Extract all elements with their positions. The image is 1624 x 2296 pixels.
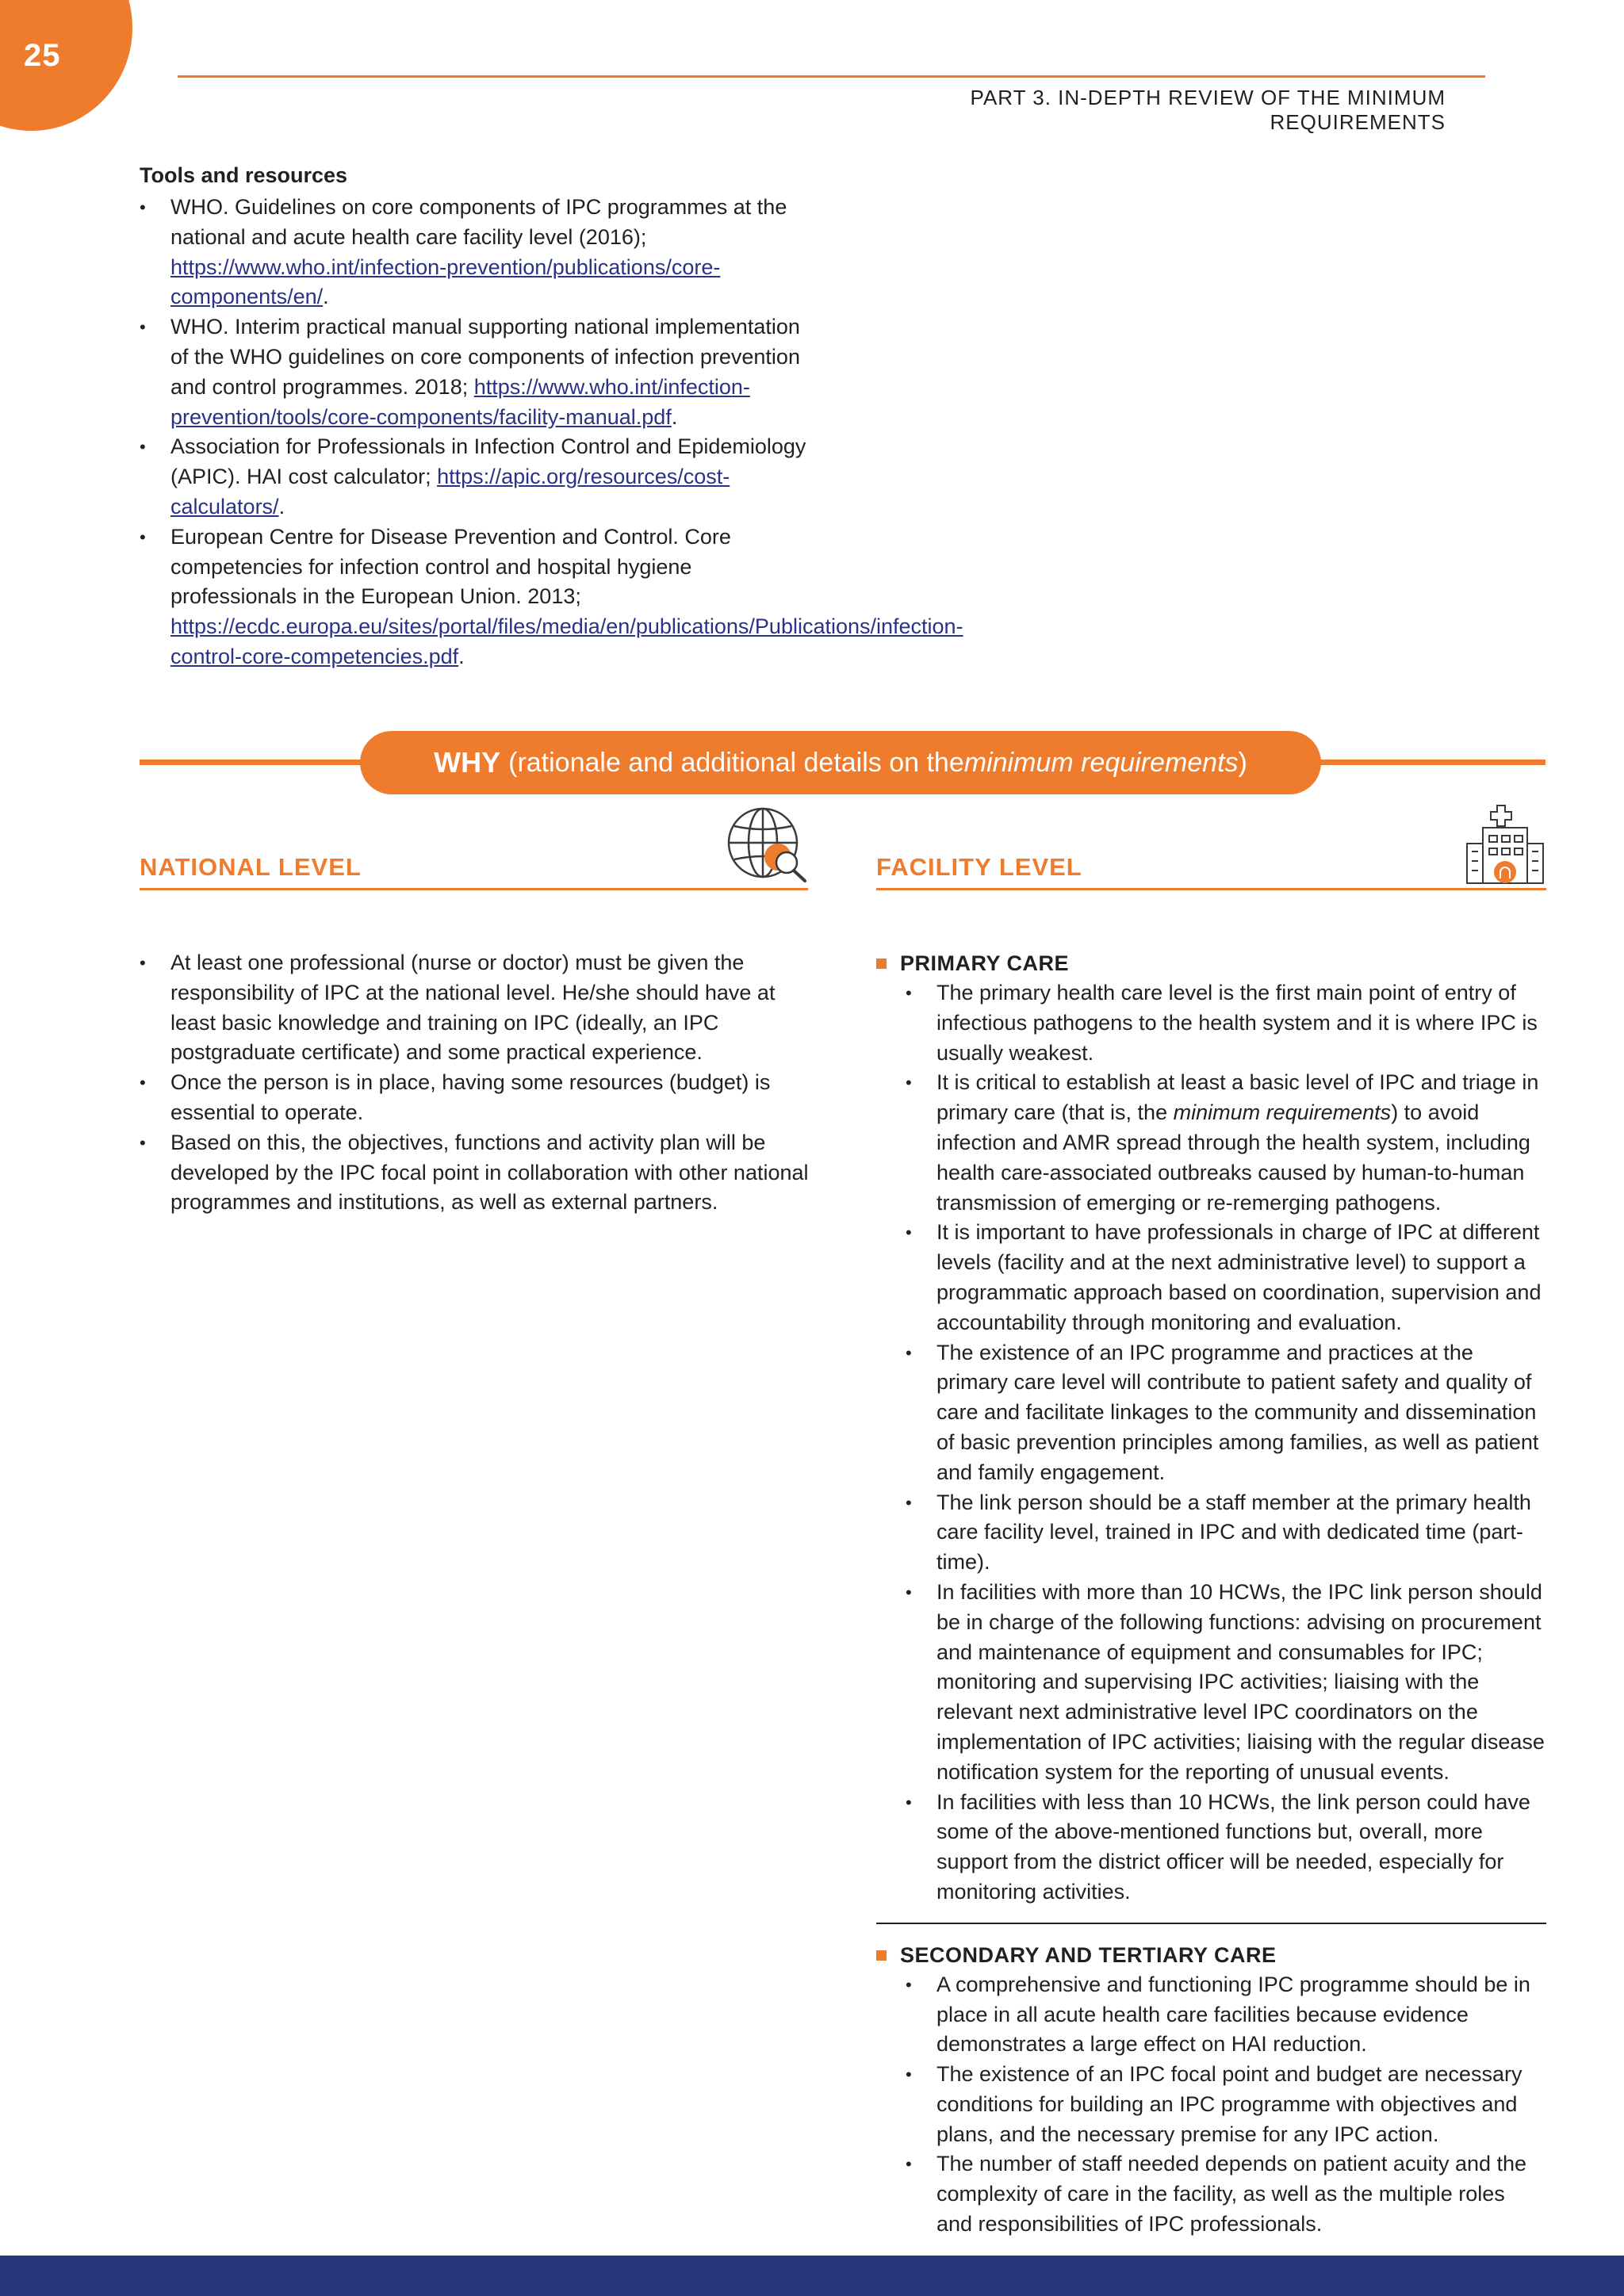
secondary-tertiary-care-list <box>906 1970 1546 2240</box>
list-item: • Once the person is in place, having some resources (budget) is essential to operate. <box>140 1068 822 1128</box>
secondary-tertiary-care-heading: SECONDARY AND TERTIARY CARE <box>876 1940 1546 1970</box>
list-item: • WHO. Interim practical manual supporting national implementation of the WHO guidelines on core components of infection prevention and control programmes. 2018; https://www.who.int/infection-prevention/tools/core-components/facility-manual.pdf. <box>140 312 814 432</box>
list-item: • The existence of an IPC programme and practices at the primary care level will contribute to patient safety and quality of care and facilitate linkages to the community and dissemination of basic prevention principles among families, as well as patient and family engagement. <box>906 1338 1546 1488</box>
national-list <box>140 948 822 1218</box>
why-label: WHY <box>434 746 501 779</box>
list-item: • In facilities with less than 10 HCWs, the link person could have some of the above-mentioned functions but, overall, more support from the district officer will be needed, especially for monitoring activities. <box>906 1788 1546 1908</box>
list-item: • It is important to have professionals in charge of IPC at different levels (facility and at the next administrative level) to support a programmatic approach based on coordination, supervision and accountability through monitoring and evaluation. <box>906 1218 1546 1337</box>
reference-link[interactable]: https://ecdc.europa.eu/sites/portal/files/media/en/publications/Publications/infection-control-core-competencies.pdf <box>170 614 963 668</box>
reference-link[interactable]: https://www.who.int/infection-prevention/publications/core-components/en/ <box>170 254 721 309</box>
national-level-title: NATIONAL LEVEL <box>140 853 362 881</box>
list-item: • The number of staff needed depends on patient acuity and the complexity of care in the facility, as well as the multiple roles and responsibilities of IPC professionals. <box>906 2149 1546 2239</box>
list-item: • At least one professional (nurse or doctor) must be given the responsibility of IPC at the national level. He/she should have at least basic knowledge and training on IPC (ideally, an IPC postgraduate certificate) and some practical experience. <box>140 948 822 1068</box>
globe-search-icon <box>726 807 810 883</box>
list-item: • It is critical to establish at least a basic level of IPC and triage in primary care (that is, the minimum requirements) to avoid infection and AMR spread through the health system, including health care-associated outbreaks caused by human-to-human transmission of emerging or re-remerging pathogens. <box>906 1068 1546 1218</box>
list-item: • In facilities with more than 10 HCWs, the IPC link person should be in charge of the following functions: advising on procurement and maintenance of equipment and consumables for IPC; monitoring and supervising IPC activities; liaising with the relevant next administrative level IPC coordinators on the implementation of IPC activities; liaising with the regular disease notification system for the reporting of unusual events. <box>906 1578 1546 1788</box>
header-rule <box>178 75 1485 78</box>
reference-link[interactable]: https://www.who.int/infection-prevention/tools/core-components/facility-manual.pdf <box>170 374 750 429</box>
primary-care-heading: PRIMARY CARE <box>876 948 1546 978</box>
facility-level-title: FACILITY LEVEL <box>876 853 1082 881</box>
list-item: • The link person should be a staff member at the primary health care facility level, trained in IPC and with dedicated time (part-time). <box>906 1488 1546 1578</box>
tools-and-resources <box>140 163 963 672</box>
list-item: • WHO. Guidelines on core components of IPC programmes at the national and acute health care facility level (2016); https://www.who.int/infection-prevention/publications/core-components/en/. <box>140 193 814 312</box>
tools-heading: Tools and resources <box>140 163 348 187</box>
list-item: • A comprehensive and functioning IPC programme should be in place in all acute health care facilities because evidence demonstrates a large effect on HAI reduction. <box>906 1970 1546 2060</box>
list-item: • European Centre for Disease Prevention and Control. Core competencies for infection control and hospital hygiene professionals in the European Union. 2013; https://ecdc.europa.eu/sites/portal/files/media/en/publications/Publications/infection-control-core-competencies.pdf. <box>140 522 814 672</box>
facility-level-rule <box>876 888 1546 890</box>
primary-care-list <box>906 978 1546 1908</box>
reference-link[interactable]: https://apic.org/resources/cost-calculators/ <box>170 465 730 519</box>
list-item: • Association for Professionals in Infection Control and Epidemiology (APIC). HAI cost calculator; https://apic.org/resources/cost-calculators/. <box>140 432 814 522</box>
section-divider <box>876 1923 1546 1924</box>
facility-level-content <box>876 948 1546 2240</box>
national-level-rule <box>140 888 808 890</box>
why-banner: WHY (rationale and additional details on the minimum requirements ) <box>360 731 1321 794</box>
hospital-icon <box>1464 802 1546 885</box>
list-item: • The primary health care level is the first main point of entry of infectious pathogens to the health system and it is where IPC is usually weakest. <box>906 978 1546 1068</box>
page-number: 25 <box>24 38 61 73</box>
list-item: • The existence of an IPC focal point and budget are necessary conditions for building an IPC programme with objectives and plans, and the necessary premise for any IPC action. <box>906 2060 1546 2149</box>
national-level-content <box>140 948 822 1218</box>
running-header: PART 3. IN-DEPTH REVIEW OF THE MINIMUM REQUIREMENTS <box>970 86 1446 134</box>
tools-list <box>140 193 963 672</box>
list-item: • Based on this, the objectives, functions and activity plan will be developed by the IPC focal point in collaboration with other national programmes and institutions, as well as external partners. <box>140 1128 822 1218</box>
footer-bar <box>0 2256 1624 2296</box>
